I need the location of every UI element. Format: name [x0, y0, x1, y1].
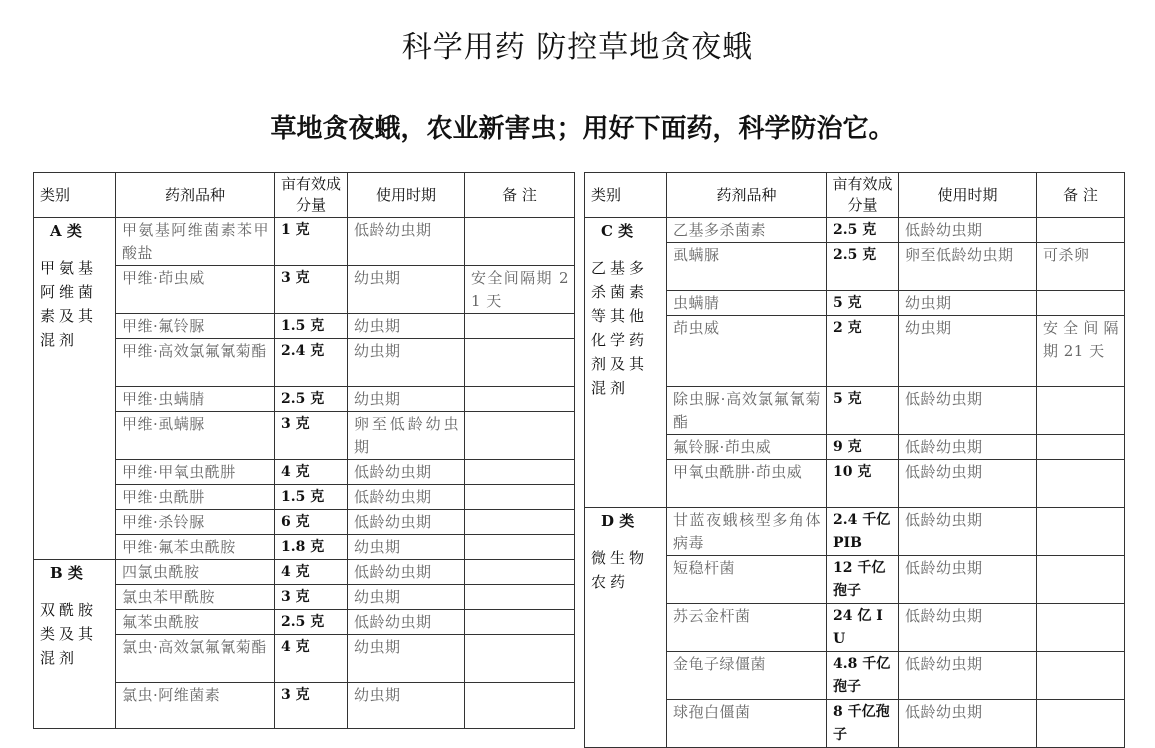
remark	[465, 460, 575, 485]
remark	[1037, 604, 1125, 652]
header-row	[34, 173, 575, 218]
product-name: 氯虫苯甲酰胺	[116, 585, 275, 610]
table-row	[34, 485, 575, 510]
dose-amount: 10 克	[827, 460, 899, 508]
dose-amount: 8 千亿孢子	[827, 700, 899, 748]
dose-amount: 1.5 克	[275, 485, 348, 510]
product-name: 甘蓝夜蛾核型多角体病毒	[667, 508, 827, 556]
usage-period: 幼虫期	[348, 683, 465, 729]
dose-amount: 2 克	[827, 316, 899, 387]
remark	[1037, 435, 1125, 460]
dose-amount: 4 克	[275, 560, 348, 585]
dose-amount: 2.5 克	[827, 243, 899, 291]
pesticide-table-left	[33, 172, 575, 729]
remark	[465, 387, 575, 412]
usage-period: 幼虫期	[899, 316, 1037, 387]
remark	[465, 635, 575, 683]
usage-period: 低龄幼虫期	[348, 218, 465, 266]
usage-period: 低龄幼虫期	[899, 556, 1037, 604]
header-period: 使用时期	[348, 173, 465, 218]
usage-period: 低龄幼虫期	[899, 460, 1037, 508]
table-row	[34, 314, 575, 339]
product-name: 虫螨腈	[667, 291, 827, 316]
remark	[465, 218, 575, 266]
dose-amount: 3 克	[275, 585, 348, 610]
remark	[465, 314, 575, 339]
dose-amount: 2.5 克	[827, 218, 899, 243]
product-name: 甲氧虫酰肼·茚虫威	[667, 460, 827, 508]
dose-amount: 3 克	[275, 266, 348, 314]
product-name: 甲维·氟铃脲	[116, 314, 275, 339]
page-title: 科学用药 防控草地贪夜蛾	[401, 30, 754, 65]
category-name: 双酰胺类及其混剂	[40, 601, 98, 667]
remark	[465, 535, 575, 560]
category-letter: D 类	[601, 512, 635, 530]
dose-amount: 1 克	[275, 218, 348, 266]
category-letter: A 类	[50, 222, 82, 240]
pesticide-table-right	[584, 172, 1125, 748]
table-row	[585, 508, 1125, 556]
remark	[465, 610, 575, 635]
dose-amount: 1.5 克	[275, 314, 348, 339]
dose-amount: 2.4 克	[275, 339, 348, 387]
header-category: 类别	[34, 173, 116, 218]
usage-period: 卵至低龄幼虫期	[899, 243, 1037, 291]
header-product: 药剂品种	[667, 173, 827, 218]
product-name: 虱螨脲	[667, 243, 827, 291]
usage-period: 低龄幼虫期	[348, 460, 465, 485]
usage-period: 低龄幼虫期	[899, 700, 1037, 748]
header-period: 使用时期	[899, 173, 1037, 218]
table-row	[34, 585, 575, 610]
usage-period: 低龄幼虫期	[899, 435, 1037, 460]
usage-period: 幼虫期	[348, 387, 465, 412]
dose-amount: 6 克	[275, 510, 348, 535]
remark	[1037, 291, 1125, 316]
table-row	[585, 218, 1125, 243]
dose-amount: 3 克	[275, 412, 348, 460]
category-cell	[585, 218, 667, 508]
product-name: 茚虫威	[667, 316, 827, 387]
remark	[465, 585, 575, 610]
table-row	[34, 683, 575, 729]
remark	[1037, 508, 1125, 556]
table-row	[34, 412, 575, 460]
table-row	[34, 266, 575, 314]
category-name: 乙基多杀菌素等其他化学药剂及其混剂	[591, 259, 649, 397]
usage-period: 低龄幼虫期	[348, 485, 465, 510]
usage-period: 卵至低龄幼虫期	[348, 412, 465, 460]
usage-period: 低龄幼虫期	[899, 604, 1037, 652]
remark	[1037, 218, 1125, 243]
category-cell	[34, 218, 116, 560]
remark	[1037, 556, 1125, 604]
header-amount: 亩有效成分量	[827, 173, 899, 218]
header-note: 备 注	[1037, 173, 1125, 218]
product-name: 氟铃脲·茚虫威	[667, 435, 827, 460]
product-name: 甲维·氟苯虫酰胺	[116, 535, 275, 560]
category-name: 微生物农药	[591, 549, 649, 591]
usage-period: 低龄幼虫期	[348, 610, 465, 635]
usage-period: 低龄幼虫期	[899, 387, 1037, 435]
remark: 安全间隔期 21 天	[465, 266, 575, 314]
remark	[465, 510, 575, 535]
dose-amount: 2.4 千亿 PIB	[827, 508, 899, 556]
remark	[465, 339, 575, 387]
page-subtitle: 草地贪夜蛾，农业新害虫；用好下面药，科学防治它。	[270, 114, 895, 144]
usage-period: 低龄幼虫期	[348, 510, 465, 535]
dose-amount: 4.8 千亿孢子	[827, 652, 899, 700]
table-row	[34, 218, 575, 266]
product-name: 球孢白僵菌	[667, 700, 827, 748]
category-cell	[585, 508, 667, 748]
remark	[465, 485, 575, 510]
header-amount: 亩有效成分量	[275, 173, 348, 218]
header-row	[585, 173, 1125, 218]
remark	[1037, 652, 1125, 700]
remark	[1037, 460, 1125, 508]
remark	[465, 412, 575, 460]
dose-amount: 5 克	[827, 291, 899, 316]
dose-amount: 9 克	[827, 435, 899, 460]
table-row	[34, 510, 575, 535]
product-name: 甲维·虱螨脲	[116, 412, 275, 460]
product-name: 金龟子绿僵菌	[667, 652, 827, 700]
dose-amount: 5 克	[827, 387, 899, 435]
dose-amount: 3 克	[275, 683, 348, 729]
dose-amount: 24 亿 IU	[827, 604, 899, 652]
product-name: 苏云金杆菌	[667, 604, 827, 652]
category-cell	[34, 560, 116, 729]
category-name: 甲氨基阿维菌素及其混剂	[40, 259, 98, 349]
usage-period: 幼虫期	[899, 291, 1037, 316]
dose-amount: 12 千亿孢子	[827, 556, 899, 604]
usage-period: 低龄幼虫期	[899, 652, 1037, 700]
table-row	[34, 610, 575, 635]
usage-period: 幼虫期	[348, 535, 465, 560]
usage-period: 幼虫期	[348, 635, 465, 683]
header-note: 备 注	[465, 173, 575, 218]
usage-period: 低龄幼虫期	[899, 508, 1037, 556]
product-name: 甲维·高效氯氟氰菊酯	[116, 339, 275, 387]
table-row	[34, 387, 575, 412]
dose-amount: 4 克	[275, 635, 348, 683]
remark	[465, 560, 575, 585]
dose-amount: 2.5 克	[275, 387, 348, 412]
product-name: 甲维·甲氧虫酰肼	[116, 460, 275, 485]
usage-period: 幼虫期	[348, 339, 465, 387]
table-row	[34, 339, 575, 387]
remark	[1037, 700, 1125, 748]
product-name: 四氯虫酰胺	[116, 560, 275, 585]
product-name: 甲维·茚虫威	[116, 266, 275, 314]
dose-amount: 2.5 克	[275, 610, 348, 635]
header-category: 类别	[585, 173, 667, 218]
product-name: 氟苯虫酰胺	[116, 610, 275, 635]
product-name: 甲维·虫酰肼	[116, 485, 275, 510]
table-row	[34, 535, 575, 560]
category-letter: B 类	[50, 564, 83, 582]
usage-period: 低龄幼虫期	[348, 560, 465, 585]
remark: 安全间隔期 21 天	[1037, 316, 1125, 387]
table-row	[34, 460, 575, 485]
product-name: 短稳杆菌	[667, 556, 827, 604]
product-name: 氯虫·阿维菌素	[116, 683, 275, 729]
table-row	[34, 635, 575, 683]
usage-period: 幼虫期	[348, 585, 465, 610]
product-name: 甲氨基阿维菌素苯甲酸盐	[116, 218, 275, 266]
dose-amount: 4 克	[275, 460, 348, 485]
usage-period: 幼虫期	[348, 314, 465, 339]
usage-period: 低龄幼虫期	[899, 218, 1037, 243]
product-name: 甲维·虫螨腈	[116, 387, 275, 412]
remark	[1037, 387, 1125, 435]
remark	[465, 683, 575, 729]
header-product: 药剂品种	[116, 173, 275, 218]
product-name: 氯虫·高效氯氟氰菊酯	[116, 635, 275, 683]
usage-period: 幼虫期	[348, 266, 465, 314]
category-letter: C 类	[601, 222, 634, 240]
dose-amount: 1.8 克	[275, 535, 348, 560]
remark: 可杀卵	[1037, 243, 1125, 291]
product-name: 乙基多杀菌素	[667, 218, 827, 243]
table-row	[34, 560, 575, 585]
product-name: 甲维·杀铃脲	[116, 510, 275, 535]
product-name: 除虫脲·高效氯氟氰菊酯	[667, 387, 827, 435]
